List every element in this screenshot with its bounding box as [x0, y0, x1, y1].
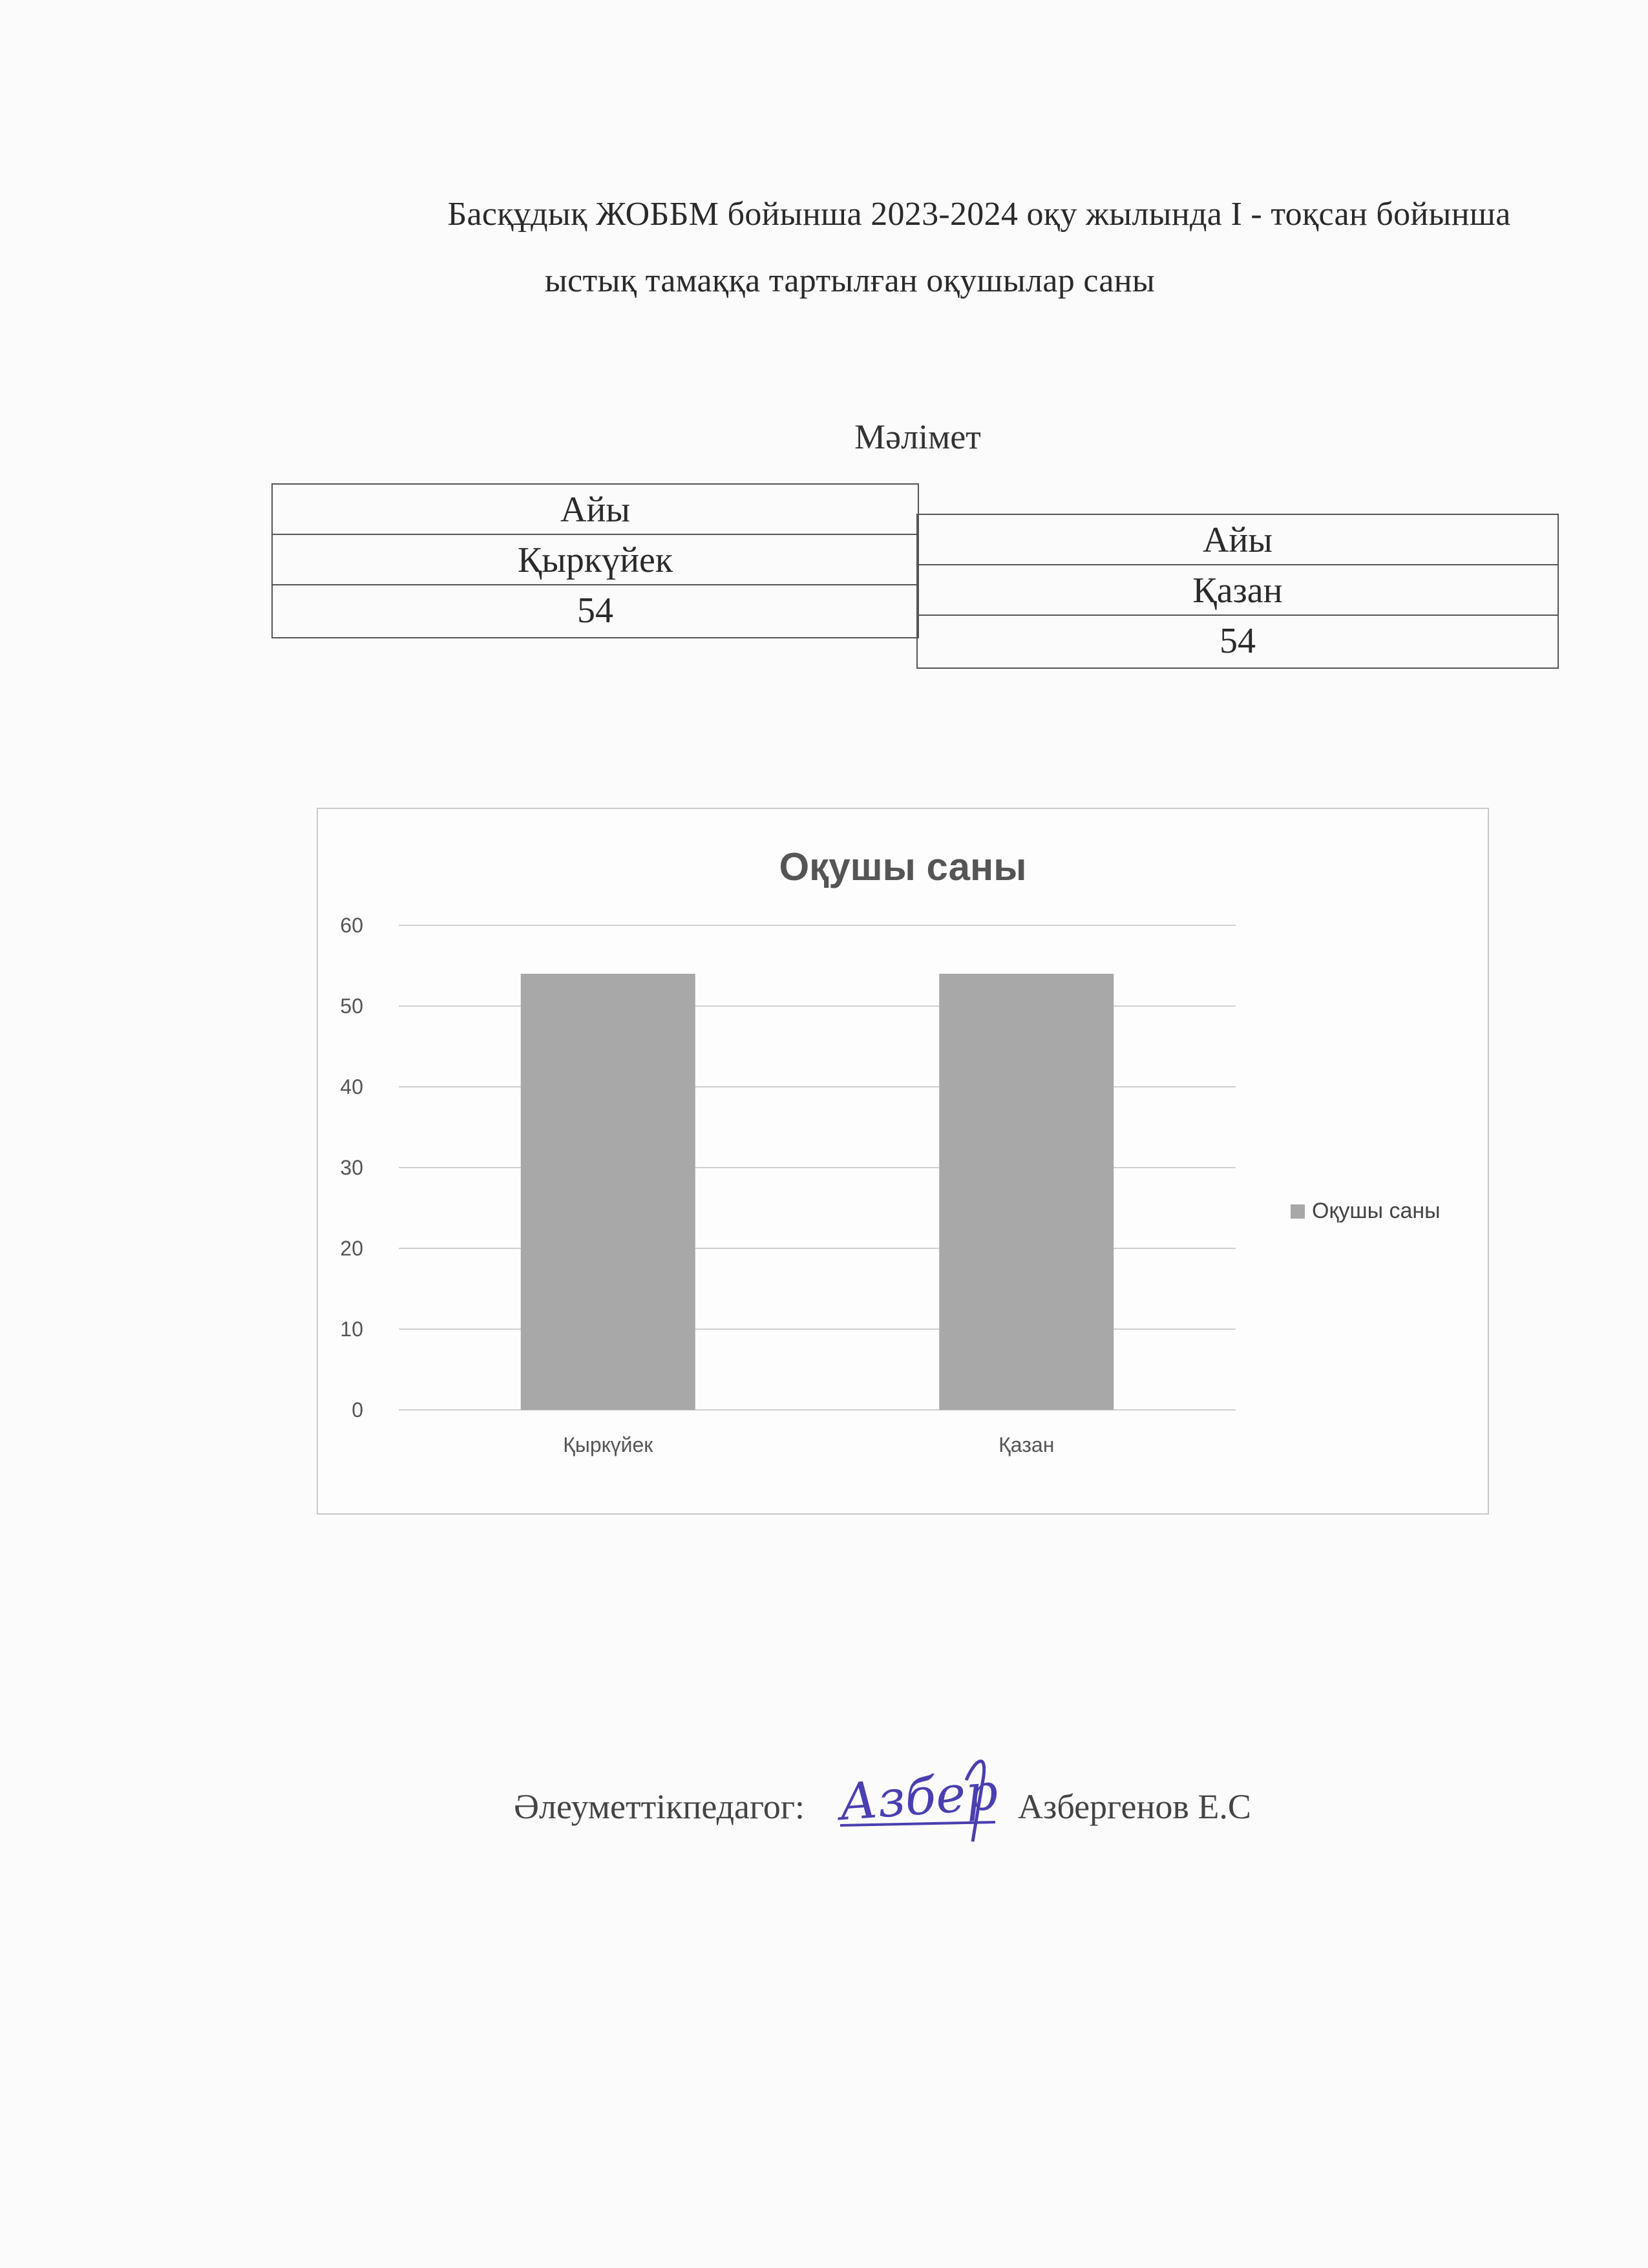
data-table-right [916, 514, 1559, 669]
document-title-line-2: ыстық тамаққа тартылған оқушылар саны [544, 262, 1156, 299]
signer-name: Азбергенов Е.С [1018, 1787, 1251, 1826]
data-table-left [271, 483, 919, 638]
table-month-cell: Қазан [918, 565, 1558, 616]
y-tick-label: 20 [340, 1237, 363, 1260]
y-tick-label: 40 [340, 1075, 363, 1098]
legend-swatch [1291, 1204, 1305, 1219]
table-value-cell: 54 [577, 591, 613, 631]
y-tick-label: 0 [352, 1398, 363, 1422]
y-tick-label: 10 [340, 1318, 363, 1341]
bar [939, 974, 1114, 1410]
chart-canvas [318, 809, 1488, 1513]
legend-label: Оқушы саны [1312, 1199, 1441, 1223]
table-value-cell: 54 [1220, 621, 1256, 661]
x-category-label: Қыркүйек [563, 1433, 653, 1456]
handwritten-signature [834, 1745, 1028, 1854]
table-header-cell: Айы [273, 485, 918, 535]
bar-chart [317, 808, 1489, 1515]
y-tick-label: 60 [340, 914, 363, 937]
y-tick-label: 30 [340, 1156, 363, 1179]
signer-role: Әлеуметтікпедагог: [514, 1787, 805, 1826]
document-title-line-1: Басқұдық ЖОББМ бойынша 2023-2024 оқу жылында І - тоқсан бойынша [447, 196, 1511, 233]
x-category-label: Қазан [998, 1433, 1055, 1456]
signature-handwriting: Азбер [837, 1763, 1000, 1832]
table-month-cell: Қыркүйек [273, 535, 918, 585]
bar [521, 974, 695, 1410]
document-subtitle: Мәлімет [854, 417, 981, 456]
y-tick-label: 50 [340, 994, 363, 1018]
chart-title: Оқушы саны [779, 845, 1027, 888]
table-header-cell: Айы [918, 515, 1558, 565]
